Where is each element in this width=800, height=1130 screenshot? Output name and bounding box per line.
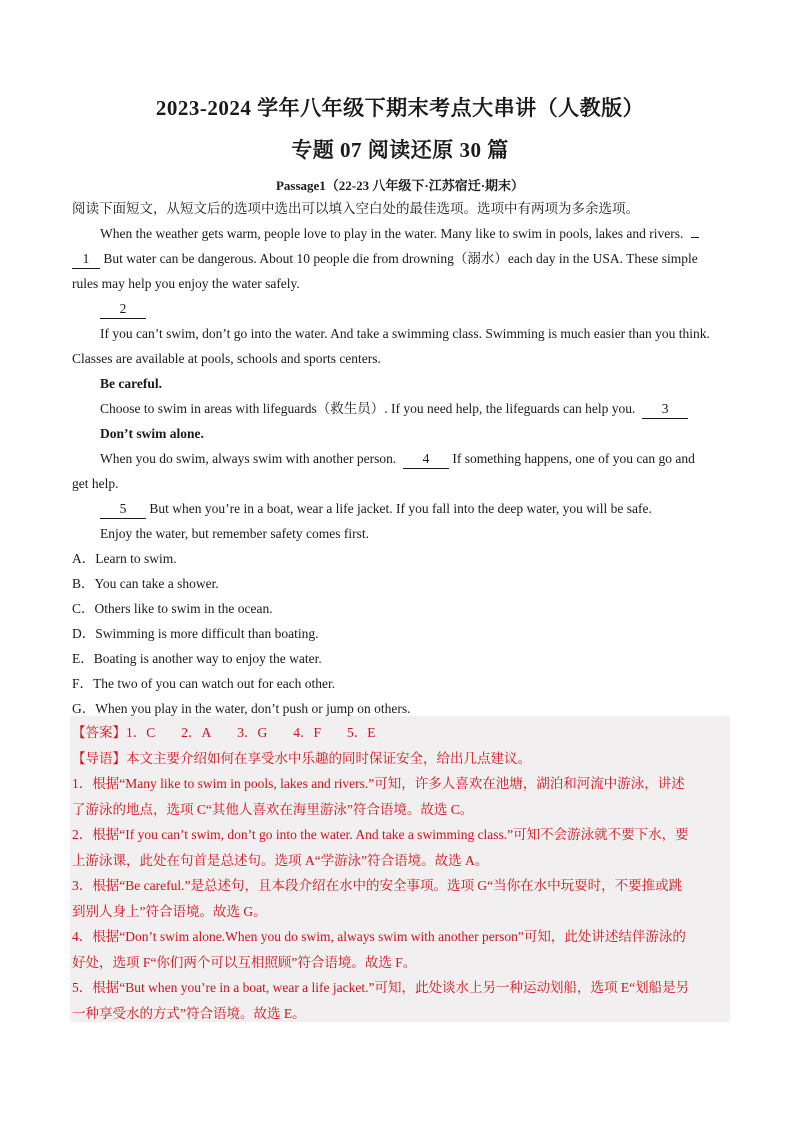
option-a: A．Learn to swim.: [72, 551, 177, 566]
passage-heading: Passage1（22-23 八年级下·江苏宿迁·期末）: [275, 178, 525, 193]
answer-section: [72, 720, 728, 1026]
paragraph-line: When you do swim, always swim with another person. 4 If something happens, one of you can go and: [72, 446, 728, 471]
blank-line: [691, 225, 699, 238]
paragraph-line: rules may help you enjoy the water safely.: [72, 276, 300, 291]
blank-1: 1: [72, 250, 100, 269]
explanation-line: 2．根据“If you can’t swim, don’t go into the water. And take a swimming class.”可知不会游泳就不要下水，要: [72, 827, 689, 842]
explanation-line: 1．根据“Many like to swim in pools, lakes and rivers.”可知，许多人喜欢在池塘，湖泊和河流中游泳，讲述: [72, 776, 685, 791]
document-subtitle: 专题 07 阅读还原 30 篇: [291, 138, 509, 162]
paragraph-line: 5 But when you’re in a boat, wear a life jacket. If you fall into the deep water, you will be safe.: [72, 496, 728, 521]
option-e: E．Boating is another way to enjoy the water.: [72, 651, 322, 666]
option-c: C．Others like to swim in the ocean.: [72, 601, 273, 616]
option-g: G．When you play in the water, don’t push or jump on others.: [72, 701, 411, 716]
answer-guide: 【导语】本文主要介绍如何在享受水中乐趣的同时保证安全，给出几点建议。: [72, 750, 531, 766]
answer-key: 【答案】1．C 2．A 3．G 4．F 5．E: [72, 725, 376, 740]
explanation-line: 3．根据“Be careful.”是总述句，且本段介绍在水中的安全事项。选项 G“当你在水中玩耍时，不要推或跳: [72, 878, 683, 893]
paragraph-line: Choose to swim in areas with lifeguards（救生员）. If you need help, the lifeguards can help you. 3: [72, 396, 728, 421]
paragraph-line: Enjoy the water, but remember safety comes first.: [100, 526, 369, 541]
paragraph-line: When the weather gets warm, people love to play in the water. Many like to swim in pools, lakes and rivers.: [72, 221, 728, 246]
explanation-line: 好处，选项 F“你们两个可以互相照顾”符合语境。故选 F。: [72, 954, 417, 970]
heading-dont-swim-alone: Don’t swim alone.: [100, 426, 204, 441]
blank-5: 5: [100, 500, 146, 519]
document-title: 2023-2024 学年八年级下期末考点大串讲（人教版）: [155, 96, 645, 120]
explanation-line: 4．根据“Don’t swim alone.When you do swim, always swim with another person”可知，此处讲述结伴游泳的: [72, 929, 686, 944]
passage-content: [72, 196, 728, 721]
paragraph-line: Classes are available at pools, schools and sports centers.: [72, 351, 381, 366]
blank-4: 4: [403, 450, 449, 469]
paragraph-line: [72, 296, 728, 321]
paragraph-line: get help.: [72, 476, 119, 491]
option-d: D．Swimming is more difficult than boating.: [72, 626, 319, 641]
explanation-line: 上游泳课，此处在句首是总述句。选项 A“学游泳”符合语境。故选 A。: [72, 852, 489, 868]
paragraph-line: If you can’t swim, don’t go into the water. And take a swimming class. Swimming is much easier than you think.: [100, 326, 710, 341]
explanation-line: 到别人身上”符合语境。故选 G。: [72, 903, 267, 919]
heading-be-careful: Be careful.: [100, 376, 162, 391]
blank-2: 2: [100, 300, 146, 319]
explanation-line: 5．根据“But when you’re in a boat, wear a life jacket.”可知，此处谈水上另一种运动划船，选项 E“划船是另: [72, 980, 690, 995]
option-f: F．The two of you can watch out for each other.: [72, 676, 336, 691]
blank-3: 3: [642, 400, 688, 419]
instructions: 阅读下面短文，从短文后的选项中选出可以填入空白处的最佳选项。选项中有两项为多余选项。: [72, 201, 639, 216]
option-b: B．You can take a shower.: [72, 576, 219, 591]
paragraph-line: 1 But water can be dangerous. About 10 people die from drowning（溺水）each day in the USA. These simple: [72, 246, 728, 271]
explanation-line: 一种享受水的方式”符合语境。故选 E。: [72, 1005, 306, 1021]
explanation-line: 了游泳的地点，选项 C“其他人喜欢在海里游泳”符合语境。故选 C。: [72, 801, 474, 817]
